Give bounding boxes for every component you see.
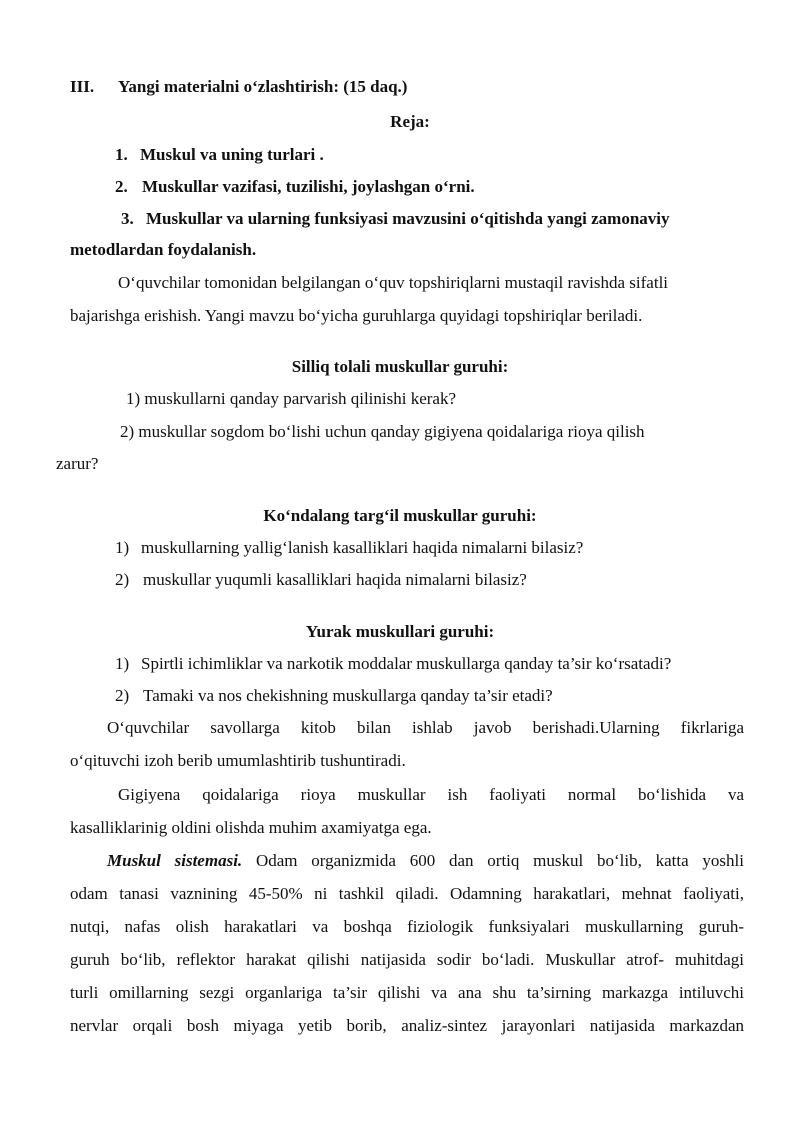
paragraph-line: turli omillarning sezgi organlariga ta’sir qilishi va ana shu ta’sirning markazga intiluvchi: [70, 983, 744, 1002]
paragraph-line: guruh bo‘lib, reflektor harakat qilishi natijasida sodir bo‘ladi. Muskullar atrof- muhitdagi: [70, 950, 744, 969]
plan-item-text: Muskullar va ularning funksiyasi mavzusini o‘qitishda yangi zamonaviy: [146, 209, 670, 228]
paragraph-line: o‘qituvchi izoh berib umumlashtirib tushuntiradi.: [70, 751, 406, 770]
group-question-continuation: zarur?: [56, 454, 99, 473]
question-num: 2): [115, 570, 130, 589]
group-heading: Silliq tolali muskullar guruhi:: [291, 357, 509, 376]
paragraph-lead-rest: Odam organizmida 600 dan ortiq muskul bo‘lib, katta yoshli: [255, 851, 744, 870]
paragraph-line: kasalliklarinig oldini olishda muhim axamiyatga ega.: [70, 818, 432, 837]
paragraph-line-lead: [107, 851, 744, 871]
paragraph-lead-term: Muskul sistemasi.: [107, 851, 243, 870]
question-num: 1): [115, 538, 130, 557]
paragraph-line: nutqi, nafas olish harakatlari va boshqa fiziologik funksiyalari muskullarning guruh-: [70, 917, 744, 936]
paragraph-line: Gigiyena qoidalariga rioya muskullar ish faoliyati normal bo‘lishida va: [118, 785, 744, 804]
plan-item-continuation: metodlardan foydalanish.: [70, 240, 257, 259]
question-num: 1): [115, 654, 130, 673]
plan-item-text: Muskul va uning turlari .: [140, 145, 324, 164]
plan-item-text: Muskullar vazifasi, tuzilishi, joylashgan o‘rni.: [142, 177, 475, 196]
group-question: 1) muskullarni qanday parvarish qilinishi kerak?: [126, 389, 456, 408]
group-question: Tamaki va nos chekishning muskullarga qanday ta’sir etadi?: [143, 686, 553, 705]
intro-line: O‘quvchilar tomonidan belgilangan o‘quv topshiriqlarni mustaqil ravishda sifatli: [118, 273, 669, 292]
group-question: 2) muskullar sogdom bo‘lishi uchun qanday gigiyena qoidalariga rioya qilish: [120, 422, 645, 441]
question-num: 2): [115, 686, 130, 705]
paragraph-line: O‘quvchilar savollarga kitob bilan ishlab javob berishadi.Ularning fikrlariga: [107, 718, 744, 737]
group-heading: Yurak muskullari guruhi:: [305, 622, 495, 641]
section-number: III.: [70, 77, 95, 96]
plan-item-num: 3.: [121, 209, 134, 228]
intro-line: bajarishga erishish. Yangi mavzu bo‘yicha guruhlarga quyidagi topshiriqlar beriladi.: [70, 306, 643, 325]
section-title: Yangi materialni o‘zlashtirish: (15 daq.): [118, 77, 408, 96]
plan-item-num: 2.: [115, 177, 128, 196]
group-question: muskullarning yallig‘lanish kasalliklari haqida nimalarni bilasiz?: [141, 538, 584, 557]
plan-item-num: 1.: [115, 145, 128, 164]
group-question: muskullar yuqumli kasalliklari haqida nimalarni bilasiz?: [143, 570, 527, 589]
group-question: Spirtli ichimliklar va narkotik moddalar muskullarga qanday ta’sir ko‘rsatadi?: [141, 654, 672, 673]
plan-heading: Reja:: [390, 112, 430, 131]
paragraph-line: odam tanasi vaznining 45-50% ni tashkil qiladi. Odamning harakatlari, mehnat faoliyati,: [70, 884, 744, 903]
group-heading: Ko‘ndalang targ‘il muskullar guruhi:: [263, 506, 537, 525]
paragraph-line: nervlar orqali bosh miyaga yetib borib, analiz-sintez jarayonlari natijasida markazdan: [70, 1016, 744, 1035]
